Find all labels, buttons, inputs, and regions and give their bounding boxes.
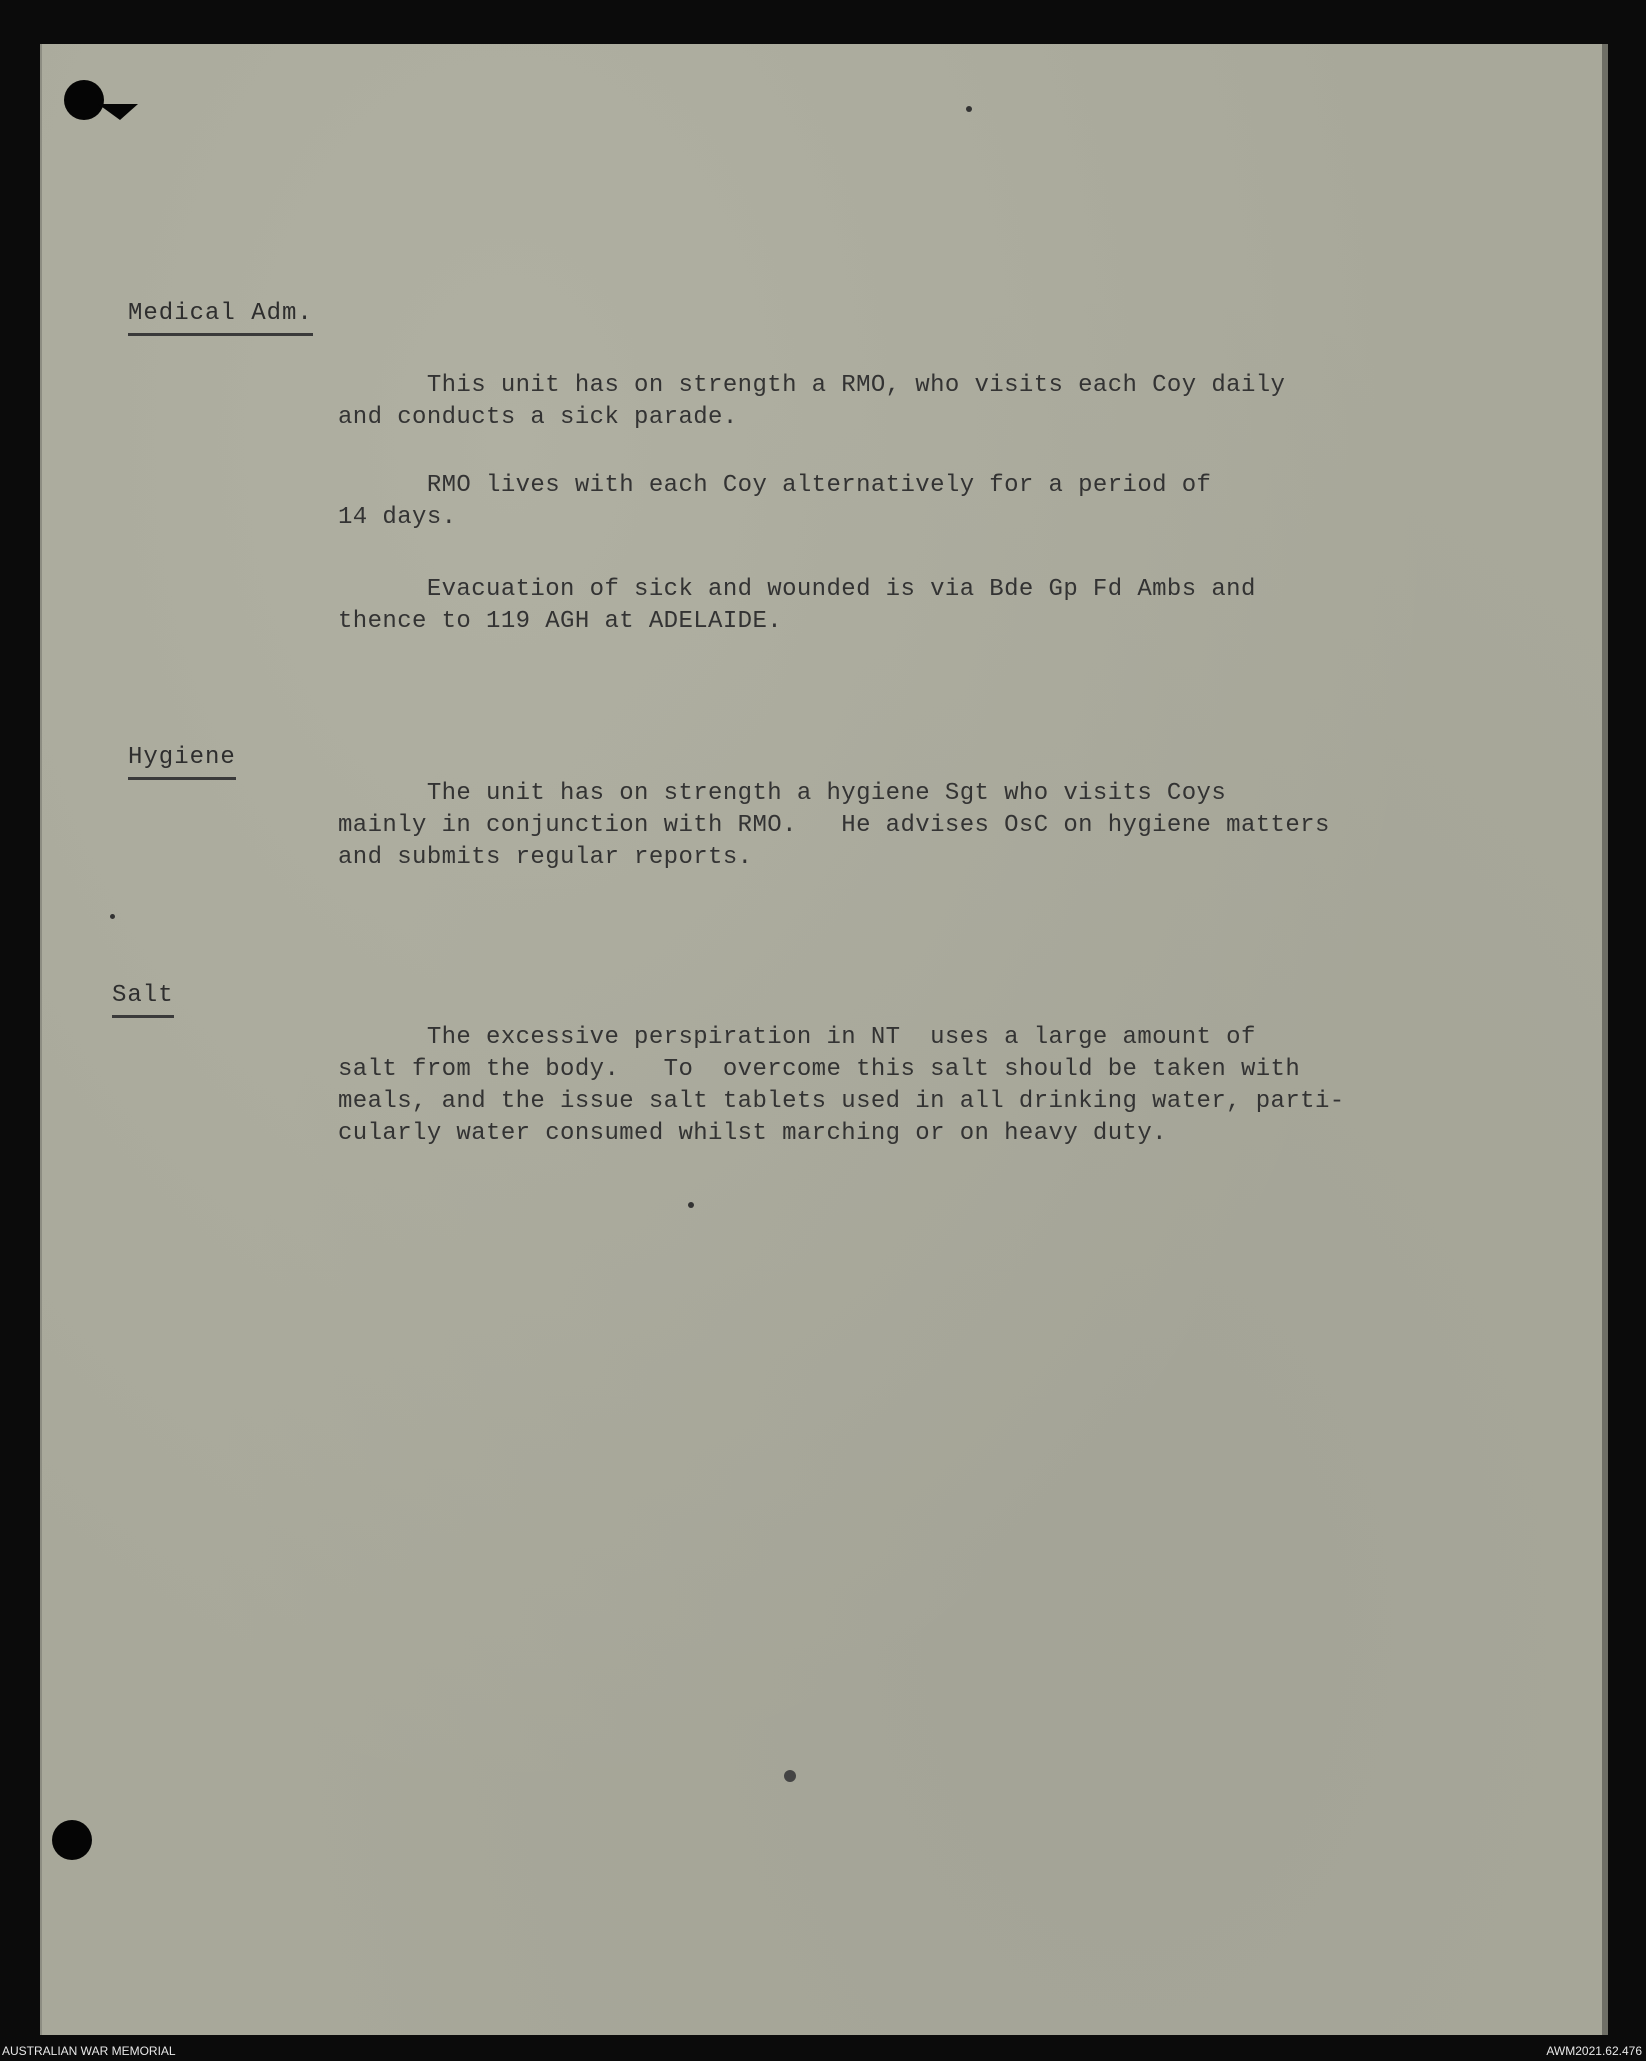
- punch-hole-tear: [98, 104, 138, 120]
- speck: [688, 1202, 694, 1208]
- paragraph-salt: The excessive perspiration in NT uses a large amount of salt from the body. To overcome this salt should be taken with meals, and the issue salt tablets used in all drinking water, parti- cularly water consumed whilst marching or on heavy duty.: [338, 1024, 1345, 1147]
- section-heading-salt: Salt: [112, 982, 174, 1018]
- paragraph-medical-rmo: This unit has on strength a RMO, who visits each Coy daily and conducts a sick parade.: [338, 372, 1286, 431]
- speck: [966, 106, 972, 112]
- speck: [784, 1770, 796, 1782]
- punch-hole-bottom: [52, 1820, 92, 1860]
- section-heading-medical: Medical Adm.: [128, 300, 313, 336]
- section-heading-hygiene: Hygiene: [128, 744, 236, 780]
- footer-institution: AUSTRALIAN WAR MEMORIAL: [2, 2044, 176, 2058]
- paragraph-medical-rotation: RMO lives with each Coy alternatively for a period of 14 days.: [338, 472, 1212, 531]
- paragraph-hygiene: The unit has on strength a hygiene Sgt who visits Coys mainly in conjunction with RMO. He advises OsC on hygiene matters and submits regular reports.: [338, 780, 1330, 871]
- footer-accession-number: AWM2021.62.476: [1546, 2044, 1642, 2058]
- paragraph-medical-evacuation: Evacuation of sick and wounded is via Bde Gp Fd Ambs and thence to 119 AGH at ADELAIDE.: [338, 576, 1256, 635]
- speck: [110, 914, 115, 919]
